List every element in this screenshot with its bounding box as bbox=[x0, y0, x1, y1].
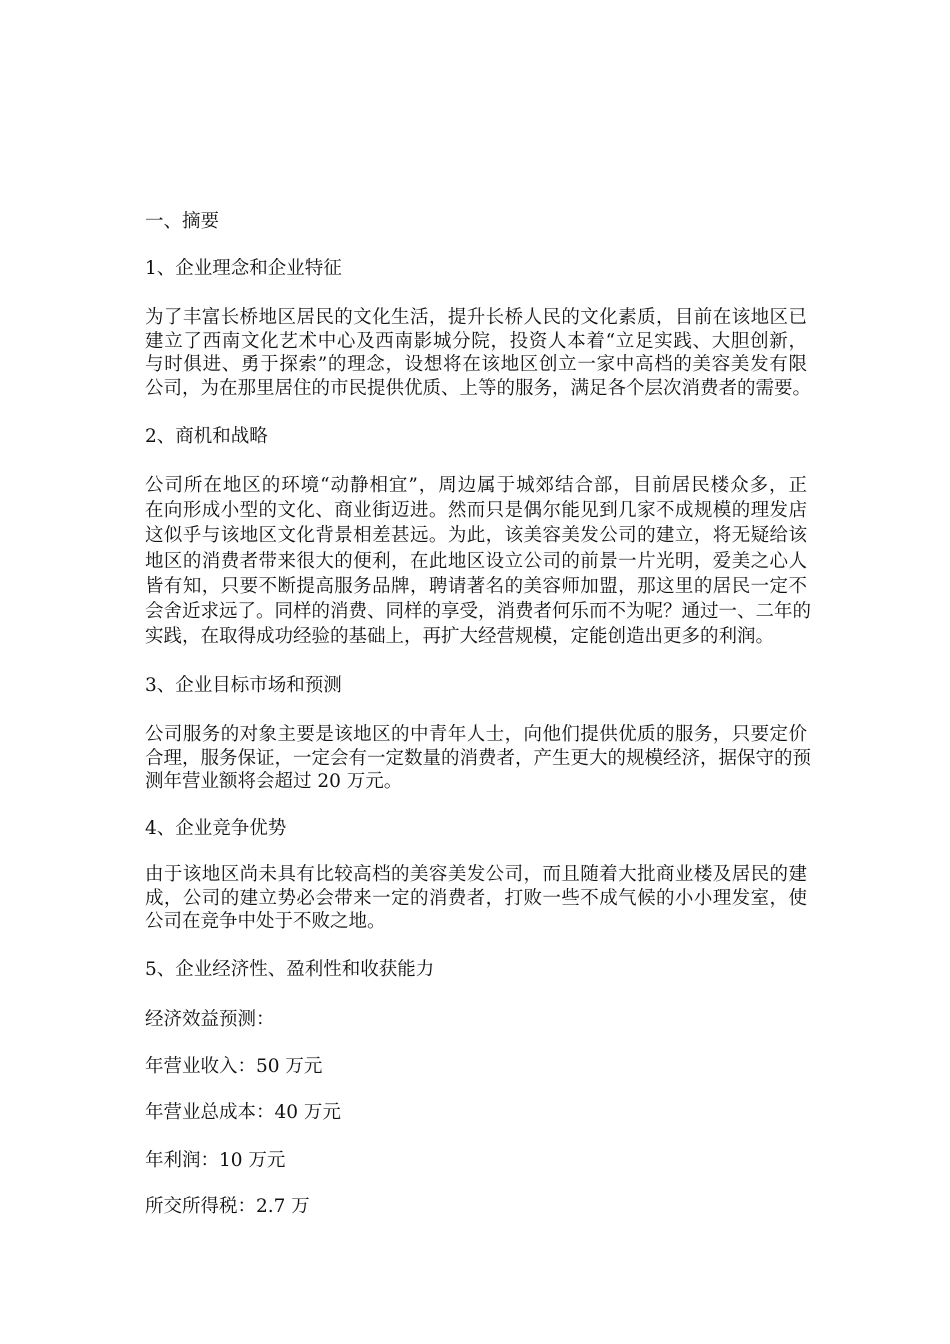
paragraph-line: 为了丰富长桥地区居民的文化生活，提升长桥人民的文化素质，目前在该地区已 bbox=[145, 307, 807, 328]
paragraph-line: 成，公司的建立势必会带来一定的消费者，打败一些不成气候的小小理发室，使 bbox=[145, 887, 807, 909]
paragraph-line: 公司在竞争中处于不败之地。 bbox=[145, 911, 386, 932]
paragraph-line: 这似乎与该地区文化背景相差甚远。为此，该美容美发公司的建立，将无疑给该 bbox=[145, 525, 807, 547]
paragraph-line: 建立了西南文化艺术中心及西南影城分院，投资人本着“立足实践、大胆创新， bbox=[145, 330, 807, 352]
section-5-title: 5、企业经济性、盈利性和收获能力 bbox=[145, 959, 435, 980]
paragraph-line: 在向形成小型的文化、商业街迈进。然而只是偶尔能见到几家不成规模的理发店 bbox=[145, 500, 807, 522]
section-3-title: 3、企业目标市场和预测 bbox=[145, 675, 342, 696]
paragraph-line: 皆有知，只要不断提高服务品牌，聘请著名的美容师加盟，那这里的居民一定不 bbox=[145, 575, 807, 597]
section-1-title: 1、企业理念和企业特征 bbox=[145, 258, 342, 279]
section-2-title: 2、商机和战略 bbox=[145, 426, 268, 447]
income-tax: 所交所得税：2.7 万 bbox=[145, 1196, 310, 1217]
section-4-title: 4、企业竞争优势 bbox=[145, 818, 287, 839]
paragraph-line: 公司所在地区的环境“动静相宜”，周边属于城郊结合部，目前居民楼众多，正 bbox=[145, 475, 807, 496]
paragraph-line: 实践，在取得成功经验的基础上，再扩大经营规模，定能创造出更多的利润。 bbox=[145, 626, 775, 648]
section-4-paragraph bbox=[145, 863, 807, 934]
paragraph-line: 合理，服务保证，一定会有一定数量的消费者，产生更大的规模经济，据保守的预 bbox=[145, 747, 812, 769]
paragraph-line: 与时俱进、勇于探索”的理念，设想将在该地区创立一家中高档的美容美发有限 bbox=[145, 354, 807, 375]
annual-profit: 年利润：10 万元 bbox=[145, 1150, 286, 1171]
paragraph-line: 公司服务的对象主要是该地区的中青年人士，向他们提供优质的服务，只要定价 bbox=[145, 724, 807, 745]
forecast-label: 经济效益预测： bbox=[145, 1009, 275, 1030]
paragraph-line: 由于该地区尚未具有比较高档的美容美发公司，而且随着大批商业楼及居民的建 bbox=[145, 864, 807, 885]
heading-summary: 一、摘要 bbox=[145, 211, 220, 232]
annual-total-cost: 年营业总成本：40 万元 bbox=[145, 1102, 341, 1123]
section-1-paragraph bbox=[145, 306, 812, 400]
paragraph-line: 测年营业额将会超过 20 万元。 bbox=[145, 771, 403, 792]
annual-revenue: 年营业收入：50 万元 bbox=[145, 1056, 323, 1077]
paragraph-line: 地区的消费者带来很大的便利，在此地区设立公司的前景一片光明，爱美之心人 bbox=[145, 550, 807, 572]
section-2-paragraph bbox=[145, 474, 812, 650]
paragraph-line: 公司，为在那里居住的市民提供优质、上等的服务，满足各个层次消费者的需要。 bbox=[145, 377, 812, 399]
paragraph-line: 会舍近求远了。同样的消费、同样的享受，消费者何乐而不为呢？通过一、二年的 bbox=[145, 600, 812, 622]
section-3-paragraph bbox=[145, 723, 812, 794]
